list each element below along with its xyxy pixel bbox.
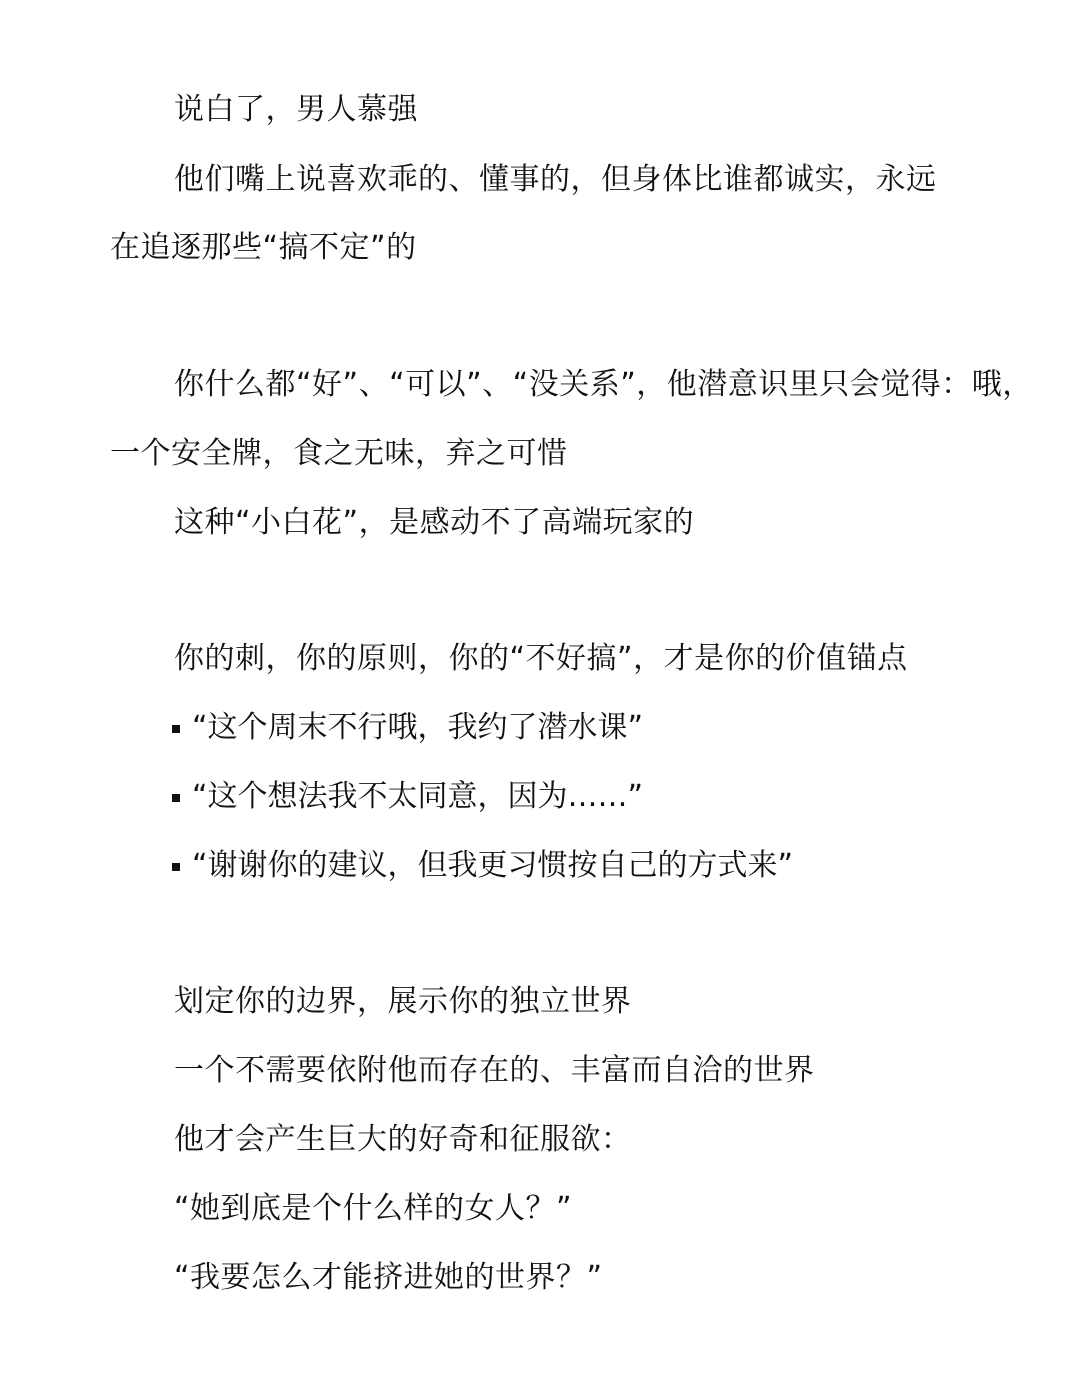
- paragraph-body-honest-line1: 他们嘴上说喜欢乖的、懂事的，但身体比谁都诚实，永远: [174, 162, 937, 197]
- bullet-square-icon: [172, 794, 180, 802]
- paragraph-boundaries: 划定你的边界，展示你的独立世界: [174, 984, 632, 1019]
- paragraph-little-white-flower: 这种“小白花”，是感动不了高端玩家的: [174, 505, 695, 540]
- paragraph-body-honest-line2: 在追逐那些“搞不定”的: [110, 230, 417, 265]
- list-item: [172, 848, 992, 884]
- paragraph-value-anchor: 你的刺，你的原则，你的“不好搞”，才是你的价值锚点: [174, 641, 908, 676]
- list-item-text: “这个周末不行哦，我约了潜水课”: [192, 710, 644, 745]
- bullet-square-icon: [172, 725, 180, 733]
- list-item-text: “谢谢你的建议，但我更习惯按自己的方式来”: [192, 848, 794, 883]
- paragraph-safe-card-line1: 你什么都“好”、“可以”、“没关系”，他潜意识里只会觉得：哦，: [174, 367, 1033, 402]
- paragraph-quote-enter-world: “我要怎么才能挤进她的世界？”: [174, 1260, 603, 1295]
- list-item: [172, 779, 992, 815]
- list-item-text: “这个想法我不太同意，因为……”: [192, 779, 644, 814]
- paragraph-safe-card-line2: 一个安全牌，食之无味，弃之可惜: [110, 436, 568, 471]
- paragraph-curiosity: 他才会产生巨大的好奇和征服欲：: [174, 1122, 632, 1157]
- paragraph-men-admire-strength: 说白了，男人慕强: [174, 92, 418, 127]
- paragraph-independent-world: 一个不需要依附他而存在的、丰富而自洽的世界: [174, 1053, 815, 1088]
- bullet-square-icon: [172, 863, 180, 871]
- paragraph-quote-what-woman: “她到底是个什么样的女人？”: [174, 1191, 573, 1226]
- list-item: [172, 710, 992, 746]
